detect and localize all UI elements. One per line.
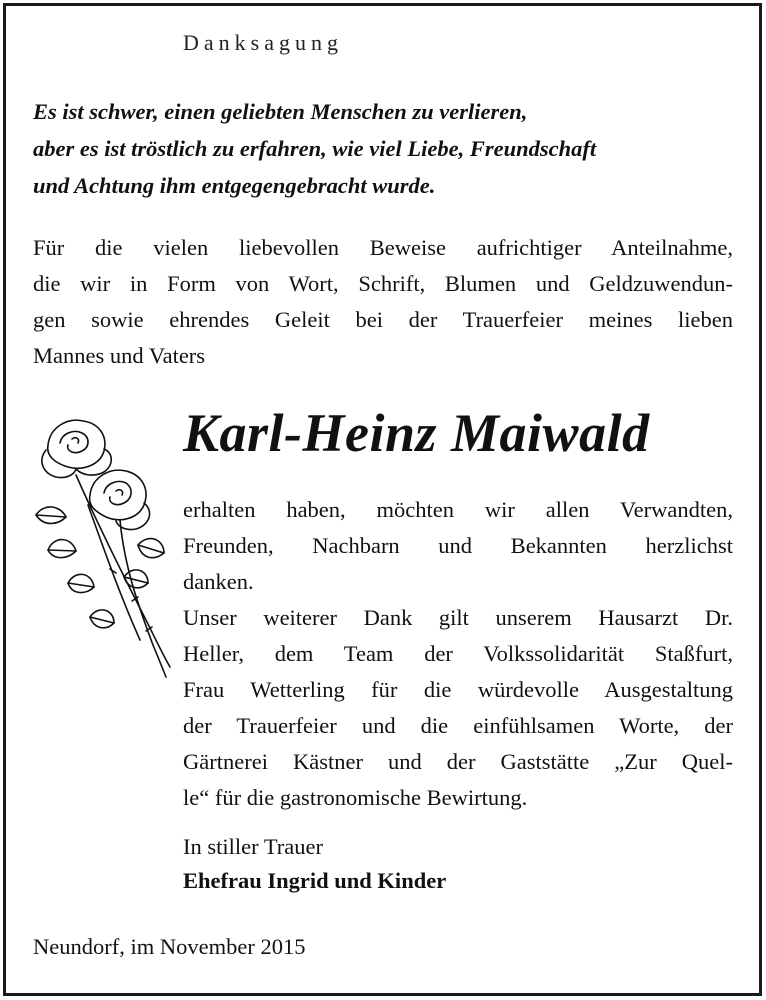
body-line: Gärtnerei Kästner und der Gaststätte „Zur Quel- xyxy=(183,749,733,774)
body-line: erhalten haben, möchten wir allen Verwandten, xyxy=(183,497,733,522)
stem-stroke xyxy=(120,520,166,677)
place-date: Neundorf, im November 2015 xyxy=(33,934,306,959)
body-line: danken. xyxy=(183,569,254,594)
body-line: Frau Wetterling für die würdevolle Ausgestaltung xyxy=(183,677,733,702)
intro-line: Mannes und Vaters xyxy=(33,343,206,368)
motto-line: Es ist schwer, einen geliebten Menschen zu verlieren, xyxy=(33,99,528,124)
body-line: Unser weiterer Dank gilt unserem Hausarzt Dr. xyxy=(183,605,733,630)
motto-line: und Achtung ihm entgegengebracht wurde. xyxy=(33,173,436,198)
body-line: le“ für die gastronomische Bewirtung. xyxy=(183,785,528,810)
deceased-name: Karl-Heinz Maiwald xyxy=(183,403,650,463)
intro-line: gen sowie ehrendes Geleit bei der Trauerfeier meines lieben xyxy=(33,307,733,332)
intro-line: Für die vielen liebevollen Beweise aufrichtiger Anteilnahme, xyxy=(33,235,733,260)
body-line: der Trauerfeier und die einfühlsamen Worte, der xyxy=(183,713,733,738)
mourning-phrase: In stiller Trauer xyxy=(183,834,323,859)
intro-paragraph xyxy=(33,230,733,374)
thanks-paragraph xyxy=(183,492,733,816)
notice-heading: Danksagung xyxy=(183,30,343,55)
body-line: Heller, dem Team der Volkssolidarität Staßfurt, xyxy=(183,641,733,666)
intro-line: die wir in Form von Wort, Schrift, Blumen und Geldzuwendun- xyxy=(33,271,733,296)
body-line: Freunden, Nachbarn und Bekannten herzlichst xyxy=(183,533,733,558)
roses-illustration xyxy=(28,405,178,695)
motto-quote xyxy=(33,93,733,204)
motto-line: aber es ist tröstlich zu erfahren, wie viel Liebe, Freundschaft xyxy=(33,136,597,161)
signers: Ehefrau Ingrid und Kinder xyxy=(183,868,447,893)
